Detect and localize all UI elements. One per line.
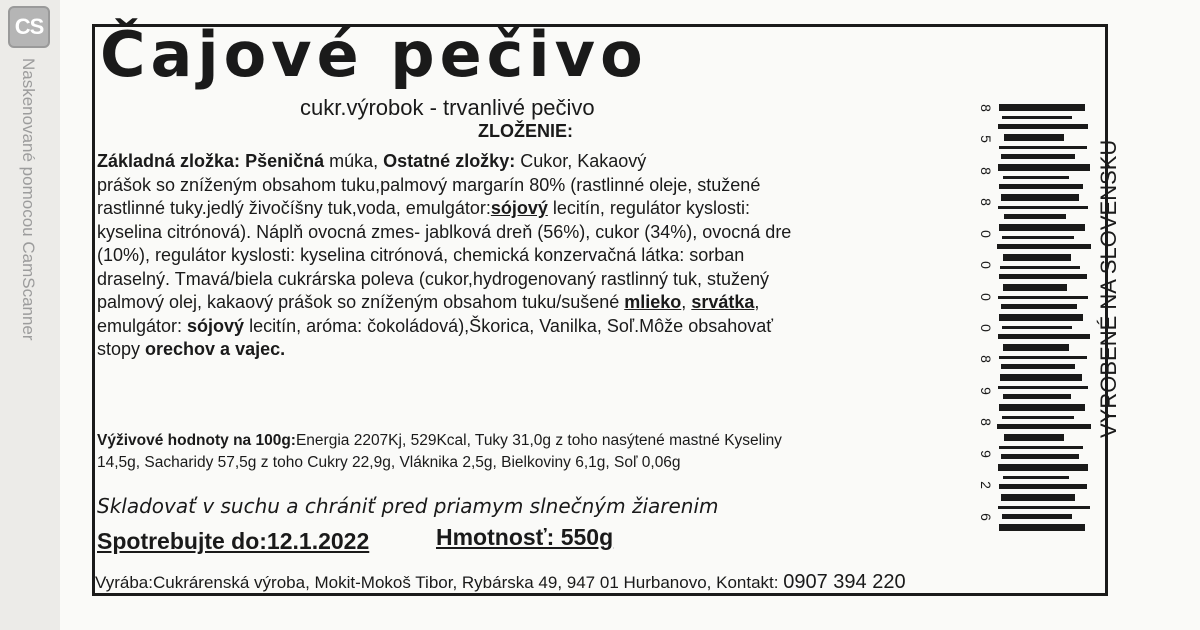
camscanner-logo: CS: [8, 6, 50, 48]
ingredients-line: kyselina citrónová). Náplň ovocná zmes- jablková dreň (56%), cukor (34%), ovocná dre: [97, 221, 792, 242]
barcode-bar: [998, 164, 1090, 171]
barcode-bar: [1003, 284, 1067, 291]
barcode-bar: [1001, 154, 1075, 159]
barcode-digit: 9: [978, 449, 994, 458]
barcode-digit: 8: [978, 198, 994, 207]
barcode-bar: [1004, 434, 1064, 441]
other-ingredients: Cukor, Kakaový: [520, 151, 647, 171]
barcode-digit: 8: [978, 355, 994, 364]
barcode-bar: [999, 446, 1083, 449]
barcode-digit: 5: [978, 135, 994, 144]
barcode-bar: [999, 184, 1083, 189]
producer-info: [95, 571, 906, 594]
ingredients-fragment: stopy: [97, 339, 146, 359]
barcode-bar: [1001, 454, 1079, 459]
base-ingredient: Pšeničná: [245, 151, 325, 171]
ingredients-fragment: lecitín, regulátor kyslosti:: [547, 198, 750, 218]
barcode-bar: [1003, 254, 1071, 261]
allergen-whey: srvátka: [691, 292, 755, 312]
barcode-bar: [998, 334, 1090, 339]
ingredients-fragment: ,: [681, 292, 692, 312]
best-before-date: Spotrebujte do:12.1.2022: [97, 528, 370, 554]
barcode-bar: [998, 386, 1088, 389]
barcode-digit: 8: [978, 418, 994, 427]
barcode-bar: [999, 224, 1085, 231]
barcode-bar: [1001, 494, 1075, 501]
nutrition-line: 14,5g, Sacharidy 57,5g z toho Cukry 22,9g, Vláknika 2,5g, Bielkoviny 6,1g, Soľ 0,06g: [97, 454, 681, 471]
barcode: [978, 100, 1080, 550]
barcode-bar: [999, 274, 1087, 279]
ingredients-line: [97, 150, 977, 174]
barcode-bar: [998, 124, 1088, 129]
barcode-digit: 8: [978, 104, 994, 112]
barcode-bar: [998, 206, 1088, 209]
barcode-bar: [997, 424, 1091, 429]
barcode-bar: [1002, 236, 1074, 239]
barcode-bar: [999, 484, 1087, 489]
ingredients-line: [97, 315, 977, 339]
barcode-digit: 9: [978, 386, 994, 395]
barcode-digit: 0: [978, 324, 994, 332]
other-label: Ostatné zložky:: [383, 151, 516, 171]
net-weight: Hmotnosť: 550g: [436, 524, 614, 550]
ingredients-line: [97, 338, 977, 362]
storage-instructions: Skladovať v suchu a chrániť pred priamym slnečným žiarenim: [97, 494, 719, 518]
barcode-bar: [1003, 476, 1069, 479]
barcode-digit: 6: [978, 512, 994, 521]
ingredients-line: [97, 197, 977, 221]
barcode-digit: 0: [978, 229, 994, 238]
barcode-bar: [997, 244, 1091, 249]
barcode-bar: [1002, 416, 1074, 419]
nutrition-label: Výživové hodnoty na 100g:: [97, 432, 296, 449]
barcode-bar: [998, 464, 1088, 471]
made-in-slovakia: VYROBENÉ NA SLOVENSKU: [1096, 140, 1121, 439]
barcode-bar: [1004, 134, 1064, 141]
nutrition-line: [97, 430, 977, 452]
producer-phone: 0907 394 220: [783, 571, 906, 593]
ingredients-line: (10%), regulátor kyslosti: kyselina citrónová, chemická konzervačná látka: sorban: [97, 245, 745, 265]
barcode-bar: [1002, 326, 1072, 329]
barcode-bar: [1003, 176, 1069, 179]
product-subtitle: cukr.výrobok - trvanlivé pečivo: [300, 95, 595, 120]
ingredients-fragment: palmový olej, kakaový prášok so zníženým obsahom tuku/sušené: [97, 292, 625, 312]
barcode-bar: [1002, 116, 1072, 119]
allergen-soy: sójový: [187, 315, 245, 336]
ingredients-fragment: lecitín, aróma: čokoládová),Škorica, Vanilka, Soľ.Môže obsahovať: [244, 315, 774, 336]
barcode-bar: [999, 314, 1083, 321]
barcode-digit: 8: [978, 166, 994, 175]
barcode-bar: [1003, 344, 1069, 351]
base-label: Základná zložka:: [97, 151, 241, 171]
ingredients-fragment: emulgátor:: [97, 315, 188, 336]
ingredients-line: [97, 291, 977, 315]
base-text: múka,: [329, 151, 379, 171]
camscanner-watermark: Naskenované pomocou CamScanner: [19, 58, 38, 341]
ingredients-fragment: rastlinné tuky.jedlý živočíšny tuk,voda, emulgátor:: [97, 198, 491, 218]
allergen-traces: orechov a vajec.: [145, 339, 286, 359]
allergen-milk: mlieko: [624, 292, 682, 312]
ingredients-line: prášok so zníženým obsahom tuku,palmový margarín 80% (rastlinné oleje, stužené: [97, 174, 761, 195]
barcode-bar: [998, 506, 1090, 509]
barcode-digit: 0: [978, 261, 994, 270]
barcode-bar: [1003, 394, 1071, 399]
barcode-bar: [1000, 374, 1082, 381]
barcode-bar: [999, 146, 1087, 149]
barcode-digit: 2: [978, 481, 994, 490]
nutrition-values: Energia 2207Kj, 529Kcal, Tuky 31,0g z toho nasýtené mastné Kyseliny: [295, 432, 782, 449]
barcode-bar: [999, 404, 1085, 411]
barcode-bar: [1000, 266, 1080, 269]
ingredients-fragment: ,: [754, 292, 760, 312]
barcode-bar: [998, 296, 1088, 299]
allergen-soy: sójový: [490, 198, 548, 218]
product-title: Čajové pečivo: [100, 18, 648, 91]
barcode-bar: [999, 104, 1085, 111]
barcode-bar: [1001, 304, 1077, 309]
barcode-bar: [999, 356, 1087, 359]
barcode-bar: [999, 524, 1085, 531]
barcode-bar: [1004, 214, 1066, 219]
barcode-bar: [1001, 364, 1075, 369]
barcode-bar: [1002, 514, 1072, 519]
ingredients-line: draselný. Tmavá/biela cukrárska poleva (cukor,hydrogenovaný rastlinný tuk, stužený: [97, 268, 770, 289]
barcode-digit: 0: [978, 292, 994, 301]
barcode-bar: [1001, 194, 1079, 201]
composition-heading: ZLOŽENIE:: [478, 121, 573, 141]
producer-address: Vyrába:Cukrárenská výroba, Mokit-Mokoš Tibor, Rybárska 49, 947 01 Hurbanovo, Kontakt:: [95, 573, 779, 592]
nutrition-facts: [97, 430, 977, 474]
ingredients-text: [97, 150, 977, 362]
